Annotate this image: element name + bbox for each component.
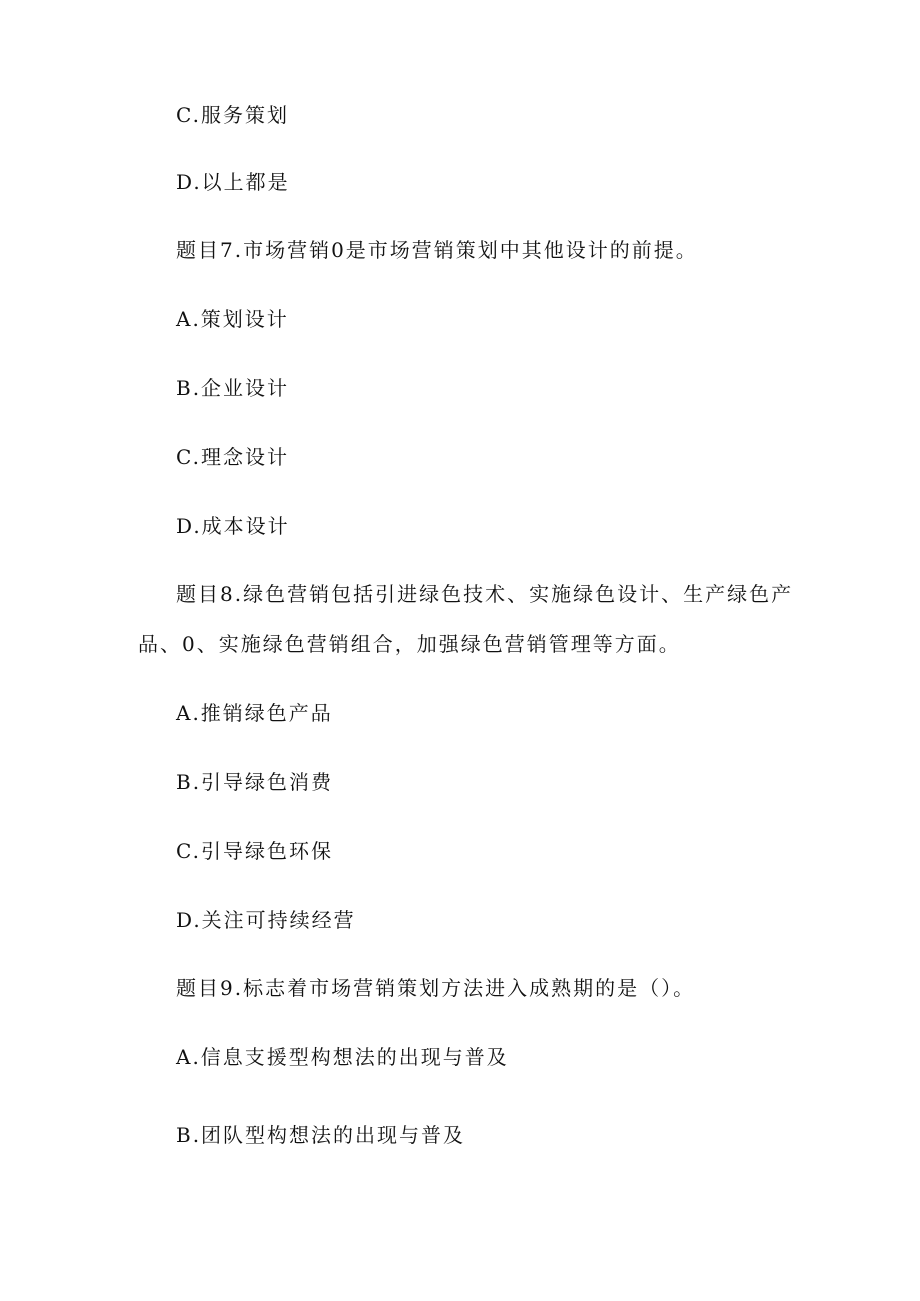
q7-stem: 题目7.市场营销0是市场营销策划中其他设计的前提。 xyxy=(176,238,698,262)
q8-option-b: B.引导绿色消费 xyxy=(176,770,334,794)
q9-option-b: B.团队型构想法的出现与普及 xyxy=(176,1123,466,1147)
q7-option-d: D.成本设计 xyxy=(176,514,290,538)
q9-option-a: A.信息支援型构想法的出现与普及 xyxy=(176,1045,509,1069)
q8-stem-line1: 题目8.绿色营销包括引进绿色技术、实施绿色设计、生产绿色产 xyxy=(176,582,794,606)
q8-option-c: C.引导绿色环保 xyxy=(176,839,333,863)
q9-stem: 题目9.标志着市场营销策划方法进入成熟期的是（）。 xyxy=(176,976,696,1000)
q8-stem-line2: 品、0、实施绿色营销组合，加强绿色营销管理等方面。 xyxy=(138,632,681,656)
q7-option-c: C.理念设计 xyxy=(176,445,289,469)
q7-option-a: A.策划设计 xyxy=(176,307,289,331)
q8-option-a: A.推销绿色产品 xyxy=(176,701,333,725)
q6-option-c: C.服务策划 xyxy=(176,103,289,127)
q8-option-d: D.关注可持续经营 xyxy=(176,908,356,932)
q6-option-d: D.以上都是 xyxy=(176,170,290,194)
q7-option-b: B.企业设计 xyxy=(176,376,290,400)
